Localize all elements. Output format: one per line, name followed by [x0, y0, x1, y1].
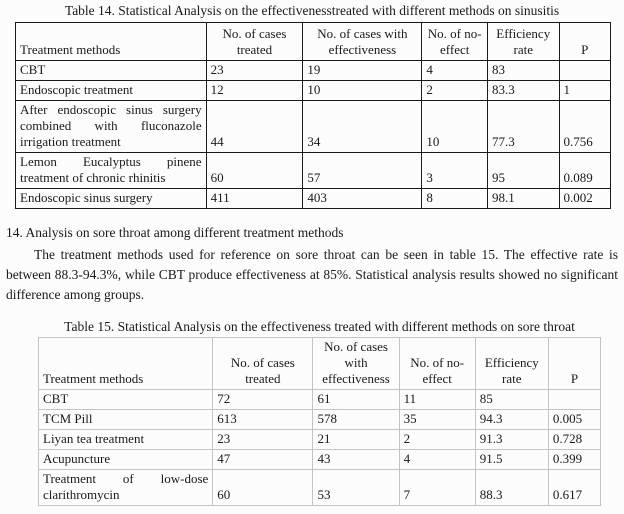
- value-cell: 61: [313, 390, 399, 410]
- value-cell: 0.005: [548, 410, 600, 430]
- value-cell: 95: [487, 153, 559, 189]
- table-row: [16, 101, 611, 153]
- column-header-cases-treated: No. of cases treated: [206, 23, 303, 61]
- value-cell: 83.3: [487, 81, 559, 101]
- value-cell: 47: [213, 450, 313, 470]
- table-row: [39, 450, 601, 470]
- value-cell: 23: [206, 61, 303, 81]
- column-header-efficiency-rate: Efficiency rate: [475, 338, 548, 390]
- column-header-cases-effectiveness: No. of cases with effectiveness: [303, 23, 422, 61]
- value-cell: 72: [213, 390, 313, 410]
- treatment-method-cell: Lemon Eucalyptus pinene treatment of chronic rhinitis: [16, 153, 207, 189]
- value-cell: 44: [206, 101, 303, 153]
- value-cell: 403: [303, 189, 422, 209]
- treatment-method-cell: CBT: [16, 61, 207, 81]
- value-cell: 85: [475, 390, 548, 410]
- value-cell: 21: [313, 430, 399, 450]
- value-cell: 12: [206, 81, 303, 101]
- value-cell: 91.5: [475, 450, 548, 470]
- table-header-row: [39, 338, 601, 390]
- column-header-no-effect: No. of no-effect: [422, 23, 488, 61]
- value-cell: 11: [399, 390, 475, 410]
- table15-caption: Table 15. Statistical Analysis on the effectiveness treated with different methods on sore throat: [64, 319, 575, 334]
- value-cell: 4: [422, 61, 488, 81]
- value-cell: 77.3: [487, 101, 559, 153]
- value-cell: 0.756: [559, 101, 610, 153]
- table-row: [16, 189, 611, 209]
- value-cell: 91.3: [475, 430, 548, 450]
- column-header-treatment-methods: Treatment methods: [39, 338, 213, 390]
- table-row: [16, 81, 611, 101]
- table-row: [39, 470, 601, 506]
- value-cell: 53: [313, 470, 399, 506]
- table14-caption: Table 14. Statistical Analysis on the effectivenesstreated with different methods on sinusitis: [64, 3, 560, 18]
- table15: [38, 337, 601, 506]
- section-heading: 14. Analysis on sore throat among different treatment methods: [6, 225, 344, 240]
- value-cell: 35: [399, 410, 475, 430]
- table-row: [16, 153, 611, 189]
- value-cell: 43: [313, 450, 399, 470]
- table-row: [16, 61, 611, 81]
- value-cell: 0.089: [559, 153, 610, 189]
- value-cell: 411: [206, 189, 303, 209]
- value-cell: 0.002: [559, 189, 610, 209]
- treatment-method-cell: Liyan tea treatment: [39, 430, 213, 450]
- value-cell: 0.399: [548, 450, 600, 470]
- treatment-method-cell: Acupuncture: [39, 450, 213, 470]
- value-cell: 613: [213, 410, 313, 430]
- value-cell: 98.1: [487, 189, 559, 209]
- treatment-method-cell: CBT: [39, 390, 213, 410]
- column-header-p-value: P: [548, 338, 600, 390]
- table-row: [39, 430, 601, 450]
- value-cell: [559, 61, 610, 81]
- value-cell: 60: [206, 153, 303, 189]
- body-paragraph: The treatment methods used for reference on sore throat can be seen in table 15. The effective rate is between 88.3-94.3%, while CBT produce effectiveness at 85%. Statistical analysis results showed no significant difference among groups.: [6, 247, 618, 302]
- value-cell: 2: [399, 430, 475, 450]
- table-header-row: [16, 23, 611, 61]
- value-cell: 10: [422, 101, 488, 153]
- table14: [15, 22, 611, 209]
- column-header-efficiency-rate: Efficiency rate: [487, 23, 559, 61]
- treatment-method-cell: After endoscopic sinus surgery combined with fluconazole irrigation treatment: [16, 101, 207, 153]
- value-cell: 1: [559, 81, 610, 101]
- column-header-cases-effectiveness: No. of cases with effectiveness: [313, 338, 399, 390]
- table-row: [39, 410, 601, 430]
- value-cell: 2: [422, 81, 488, 101]
- treatment-method-cell: Endoscopic treatment: [16, 81, 207, 101]
- value-cell: 88.3: [475, 470, 548, 506]
- treatment-method-cell: TCM Pill: [39, 410, 213, 430]
- treatment-method-cell: Treatment of low-dose clarithromycin: [39, 470, 213, 506]
- value-cell: 23: [213, 430, 313, 450]
- value-cell: 60: [213, 470, 313, 506]
- column-header-no-effect: No. of no-effect: [399, 338, 475, 390]
- value-cell: 3: [422, 153, 488, 189]
- treatment-method-cell: Endoscopic sinus surgery: [16, 189, 207, 209]
- value-cell: 578: [313, 410, 399, 430]
- value-cell: 57: [303, 153, 422, 189]
- column-header-p-value: P: [559, 23, 610, 61]
- table-row: [39, 390, 601, 410]
- value-cell: 94.3: [475, 410, 548, 430]
- value-cell: 4: [399, 450, 475, 470]
- value-cell: 19: [303, 61, 422, 81]
- column-header-cases-treated: No. of cases treated: [213, 338, 313, 390]
- value-cell: 10: [303, 81, 422, 101]
- value-cell: 0.617: [548, 470, 600, 506]
- value-cell: 34: [303, 101, 422, 153]
- value-cell: 8: [422, 189, 488, 209]
- value-cell: 7: [399, 470, 475, 506]
- value-cell: 0.728: [548, 430, 600, 450]
- value-cell: 83: [487, 61, 559, 81]
- column-header-treatment-methods: Treatment methods: [16, 23, 207, 61]
- value-cell: [548, 390, 600, 410]
